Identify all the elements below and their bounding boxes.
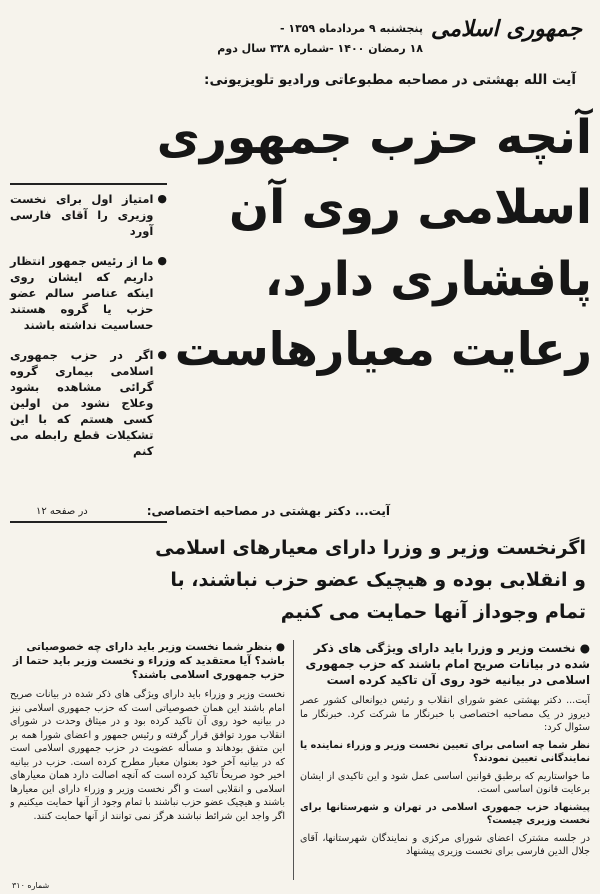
headline-line-3: پافشاری دارد، <box>264 252 592 307</box>
headline-line-4: رعایت معیارهاست <box>174 322 592 376</box>
paper-name: جمهوری اسلامی <box>430 16 582 42</box>
right-column <box>300 640 590 880</box>
deck-line-2: و انقلابی بوده و هیچیک عضو حزب نباشند، با <box>170 569 586 591</box>
bullet-icon: ● <box>157 254 167 267</box>
page-footnote: شماره ۳۱۰ <box>12 881 50 890</box>
sidebar-item <box>10 191 167 239</box>
paragraph: نخست وزیر و وزراء باید دارای ویژگی های ذکر شده در بیانات صریح امام باشند این همان خصوصیاتی است که حزب جمهوری اسلامی نیز در بیانیه خود روی آن تاکید کرده بود و در میثاق وحدت در شورای انقلاب مورد توافق قرار گرفته و رئیس جمهور و اعضای شورا همه بر این متفق بودهاند و مسأله عضویت در حزب جمهوری اسلامی است که در بیانیه آخر خود بعنوان معیار مطرح کرده است. حزب در بیانیه اخیر خود صریحاً تاکید کرده است که آنچه اصالت دارد همان معیارهای اسلامی و انقلابی است و اگر نخست وزیر و وزراء دارای این معیارها باشند و هیچیک عضو حزب نباشند با تمام وجود از آنها حمایت میکنیم و اگر واجد این شرائط نباشند هرگز نمی توانند از آنها حمایت کنند. <box>10 689 285 822</box>
paragraph: پیشنهاد حزب جمهوری اسلامی در تهران و شهرستانها برای نخست وزیری چیست؟ <box>300 801 590 826</box>
sidebar-box <box>10 183 167 523</box>
column-question: ● نخست وزیر و وزرا باید دارای ویژگی های ذکر شده در بیانات صریح امام باشند که حزب جمهوری اسلامی در بیانیه خود روی آن تاکید کرده است <box>305 641 590 687</box>
deck-line-1: اگرنخست وزیر و وزرا دارای معیارهای اسلامی <box>155 537 586 559</box>
paragraph: آیت... دکتر بهشتی عضو شورای انقلاب و رئیس دیوانعالی کشور عصر دیروز در یک مصاحبه اختصاصی با خبرنگار ما شرکت کرد. خبرنگار ما سئوال کرد: <box>300 695 590 733</box>
bullet-icon: ● <box>157 192 167 205</box>
sidebar-item <box>10 347 167 459</box>
column-question: ● بنظر شما نخست وزیر باید دارای چه خصوصیاتی باشد؟ آیا معتقدید که وزراء و نخست وزیر باید حتما از حزب جمهوری اسلامی باشند؟ <box>12 641 285 681</box>
paragraph: در جلسه مشترک اعضای شورای مرکزی و نمایندگان شهرستانها، آقای جلال الدین فارسی برای نخست وزیری پیشنهاد <box>300 832 590 857</box>
sidebar-item <box>10 253 167 333</box>
headline-line-1: آنچه حزب جمهوری <box>156 110 592 165</box>
continued-note: در صفحه ۱۲ <box>36 506 88 517</box>
masthead <box>12 10 588 98</box>
byline: آیت... دکتر بهشتی در مصاحبه اختصاصی: <box>146 504 390 518</box>
issue-date: پنجشنبه ۹ مردادماه ۱۳۵۹ - <box>279 22 423 35</box>
headline-line-2: اسلامی روی آن <box>229 180 592 235</box>
question-text: نخست وزیر و وزرا باید دارای ویژگی های ذکر شده در بیانات صریح امام باشند که حزب جمهوری اسلامی در بیانیه خود روی آن تاکید کرده است <box>305 641 590 687</box>
paragraph: نظر شما چه اسامی برای تعیین نخست وزیر و وزراء نماینده یا نمایندگانی تعیین نمودند؟ <box>300 739 590 764</box>
bullet-icon: ● <box>157 348 167 361</box>
paragraph: ما خواستاریم که برطبق قوانین اساسی عمل شود و این تاکیدی از ایشان برعایت قانون اساسی است. <box>300 770 590 795</box>
left-column <box>10 640 294 880</box>
deck <box>72 532 586 628</box>
interview-tag: آیت الله بهشتی در مصاحبه مطبوعاتی ورادیو تلویزیونی: <box>204 72 576 88</box>
sidebar-item-text: امتیاز اول برای نخست وزیری را آقای فارسی آورد <box>10 192 154 238</box>
headline <box>122 100 592 400</box>
sidebar-item-text: ما از رئیس جمهور انتظار داریم که ایشان روی اینکه عناصر سالم عضو حزب یا گروه هستند حساسیت نداشته باشند <box>10 254 154 332</box>
question-text: بنظر شما نخست وزیر باید دارای چه خصوصیاتی باشد؟ آیا معتقدید که وزراء و نخست وزیر باید حتما از حزب جمهوری اسلامی باشند؟ <box>12 641 285 681</box>
deck-line-3: تمام وجوداز آنها حمایت می کنیم <box>280 601 586 623</box>
sidebar-item-text: اگر در حزب جمهوری اسلامی بیماری گروه گرائی مشاهده بشود وعلاج نشود من اولین کسی هستم که با این تشکیلات قطع رابطه می کنم <box>10 348 154 458</box>
issue-number: ۱۸ رمضان ۱۴۰۰ -شماره ۳۳۸ سال دوم <box>217 42 423 55</box>
